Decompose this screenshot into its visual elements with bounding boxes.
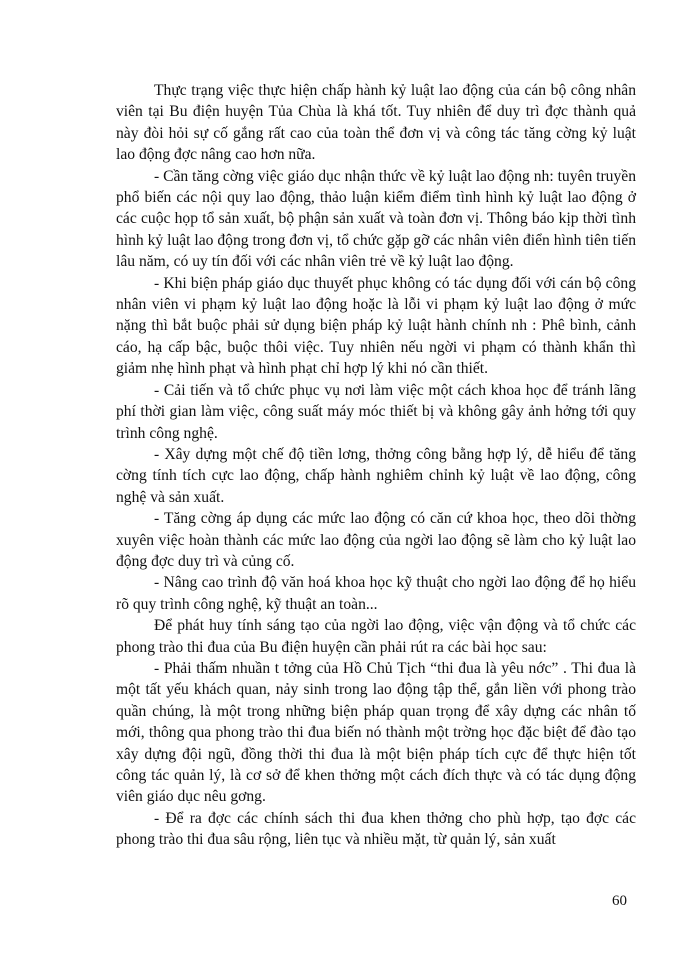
paragraph: Để phát huy tính sáng tạo của ngời lao động, việc vận động và tổ chức các phong trào thi đua của Bu điện huyện cần phải rút ra các bài học sau: (116, 617, 636, 656)
paragraph: - Xây dựng một chế độ tiền lơng, thởng công bằng hợp lý, dễ hiểu để tăng cờng tính tích cực lao động, chấp hành nghiêm chỉnh kỷ luật về lao động, công nghệ và sản xuất. (116, 445, 636, 506)
paragraph: - Phải thấm nhuần t tởng của Hồ Chủ Tịch “thi đua là yêu nớc” . Thi đua là một tất yếu khách quan, nảy sinh trong lao động tập thể, gắn liền với phong trào quần chúng, là một trong những biện pháp quan trọng để xây dựng các nhân tố mới, thông qua phong trào thi đua biến nó thành một trờng học đặc biệt để đào tạo xây dựng đội ngũ, đồng thời thi đua là một biện pháp tích cực để thực hiện tốt công tác quản lý, là cơ sở để khen thởng một cách đích thực và có tác dụng động viên giáo dục nêu gơng. (116, 659, 636, 806)
paragraph: - Nâng cao trình độ văn hoá khoa học kỹ thuật cho ngời lao động để họ hiểu rõ quy trình công nghệ, kỹ thuật an toàn... (116, 574, 636, 613)
paragraph: - Tăng cờng áp dụng các mức lao động có căn cứ khoa học, theo dõi thờng xuyên việc hoàn thành các mức lao động của ngời lao động sẽ làm cho kỷ luật lao động đợc duy trì và củng cố. (116, 510, 636, 570)
paragraph: - Cần tăng cờng việc giáo dục nhận thức về kỷ luật lao động nh: tuyên truyền phổ biến các nội quy lao động, thảo luận kiểm điểm tình hình kỷ luật lao động ở các cuộc họp tổ sản xuất, bộ phận sản xuất và toàn đơn vị. Thông báo kịp thời tình hình kỷ luật lao động trong đơn vị, tổ chức gặp gỡ các nhân viên điển hình tiên tiến lâu năm, có uy tín đối với các nhân viên trẻ về kỷ luật lao động. (116, 167, 636, 271)
body-text (116, 80, 636, 851)
paragraph: Thực trạng việc thực hiện chấp hành kỷ luật lao động của cán bộ công nhân viên tại Bu điện huyện Tủa Chùa là khá tốt. Tuy nhiên để duy trì đợc thành quả này đòi hỏi sự cố gắng rất cao của toàn thể đơn vị và công tác tăng cờng kỷ luật lao động đợc nâng cao hơn nữa. (116, 82, 636, 164)
paragraph: - Cải tiến và tổ chức phục vụ nơi làm việc một cách khoa học để tránh lãng phí thời gian làm việc, công suất máy móc thiết bị và không gây ảnh hởng tới quy trình công nghệ. (116, 381, 636, 442)
page-number: 60 (612, 893, 627, 909)
paragraph: - Để ra đợc các chính sách thi đua khen thởng cho phù hợp, tạo đợc các phong trào thi đua sâu rộng, liên tục và nhiều mặt, từ quản lý, sản xuất (116, 809, 636, 849)
paragraph: - Khi biện pháp giáo dục thuyết phục không có tác dụng đối với cán bộ công nhân viên vi phạm kỷ luật lao động hoặc là lỗi vi phạm kỷ luật lao động ở mức nặng thì bắt buộc phải sử dụng biện pháp kỷ luật hành chính nh : Phê bình, cảnh cáo, hạ cấp bậc, buộc thôi việc. Tuy nhiên nếu ngời vi phạm có thành khẩn thì giảm nhẹ hình phạt và hình phạt chỉ hợp lý khi nó cần thiết. (116, 274, 636, 378)
